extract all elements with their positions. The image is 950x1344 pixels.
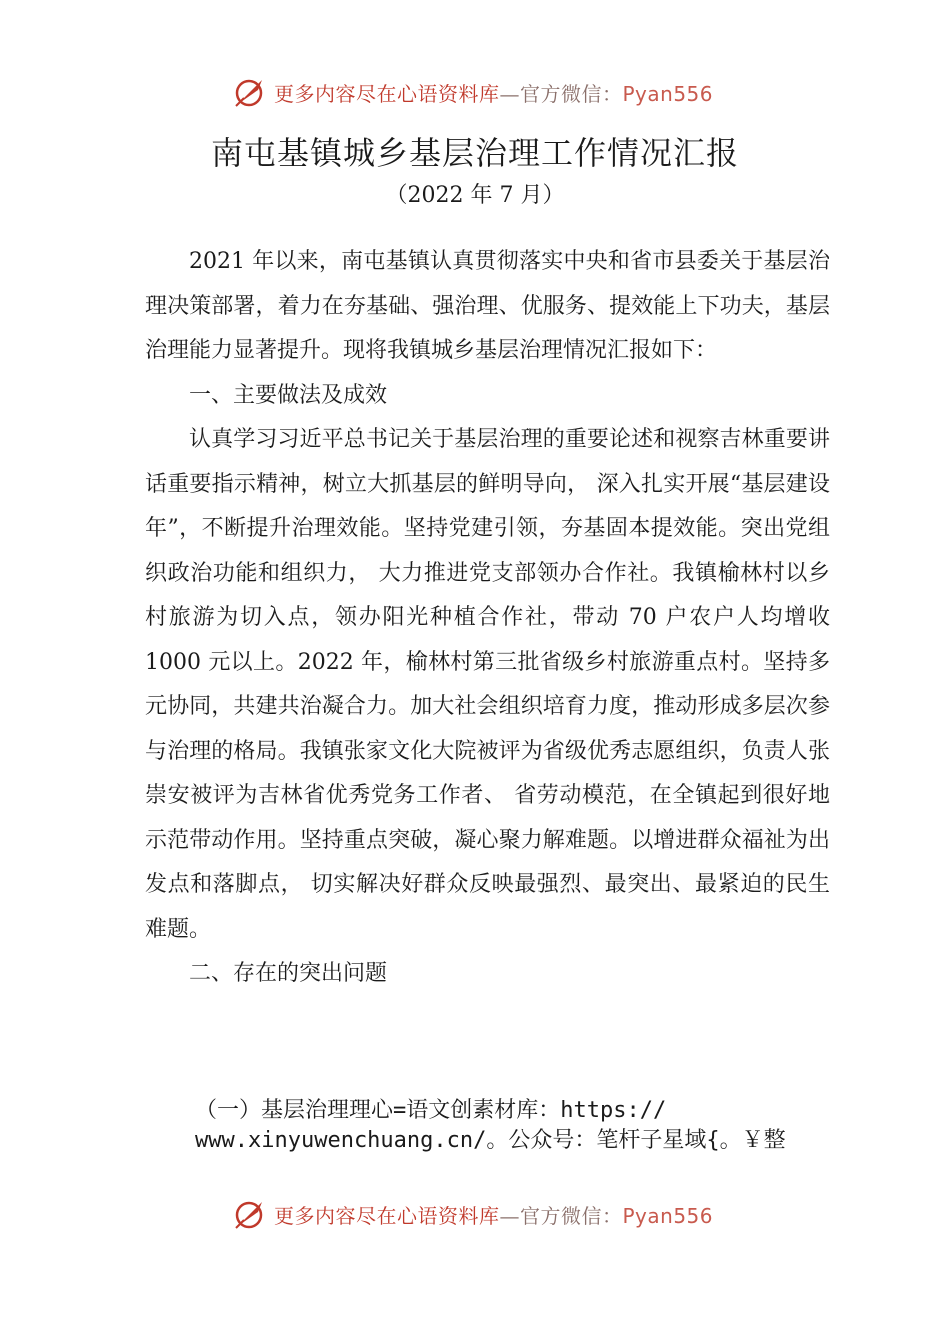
quill-logo-icon — [232, 74, 268, 110]
section-heading-2: 二、存在的突出问题 — [189, 961, 388, 986]
document-title: 南屯基镇城乡基层治理工作情况汇报 — [210, 134, 739, 172]
document-body — [145, 240, 830, 997]
section-heading-1: 一、主要做法及成效 — [189, 382, 388, 408]
footer-line-1: （一）基层治理理心=语文创素材库：https:// — [195, 1098, 667, 1123]
footer-banner — [232, 1194, 713, 1234]
banner-text: 更多内容尽在心语资料库—官方微信：Pyan556 — [274, 1203, 714, 1228]
footer-line-2: www.xinyuwenchuang.cn/。公众号：笔杆子星域{。￥整 — [195, 1128, 786, 1153]
quill-logo-icon — [232, 1196, 268, 1232]
document-date: （2022 年 7 月） — [385, 183, 565, 208]
banner-text: 更多内容尽在心语资料库—官方微信：Pyan556 — [274, 81, 714, 106]
intro-paragraph: 2021 年以来，南屯基镇认真贯彻落实中央和省市县委关于基层治理决策部署，着力在夯基础、强治理、优服务、提效能上下功夫，基层治理能力显著提升。现将我镇城乡基层治理情况汇报如下： — [145, 249, 830, 363]
footer-text-block — [195, 1096, 835, 1156]
body-paragraph: 认真学习习近平总书记关于基层治理的重要论述和视察吉林重要讲话重要指示精神，树立大抓基层的鲜明导向， 深入扎实开展“基层建设年”，不断提升治理效能。坚持党建引领，夯基固本提效能。突出党组织政治功能和组织力， 大力推进党支部领办合作社。我镇榆林村以乡村旅游为切入点，领办阳光种植合作社，带动 70 户农户人均增收 1000 元以上。2022 年，榆林村第三批省级乡村旅游重点村。坚持多元协同，共建共治凝合力。加大社会组织培育力度，推动形成多层次参与治理的格局。我镇张家文化大院被评为省级优秀志愿组织，负责人张崇安被评为吉林省优秀党务工作者、 省劳动模范，在全镇起到很好地示范带动作用。坚持重点突破，凝心聚力解难题。以增进群众福祉为出发点和落脚点， 切实解决好群众反映最强烈、最突出、最紧迫的民生难题。 — [145, 427, 830, 942]
header-banner — [232, 72, 713, 112]
